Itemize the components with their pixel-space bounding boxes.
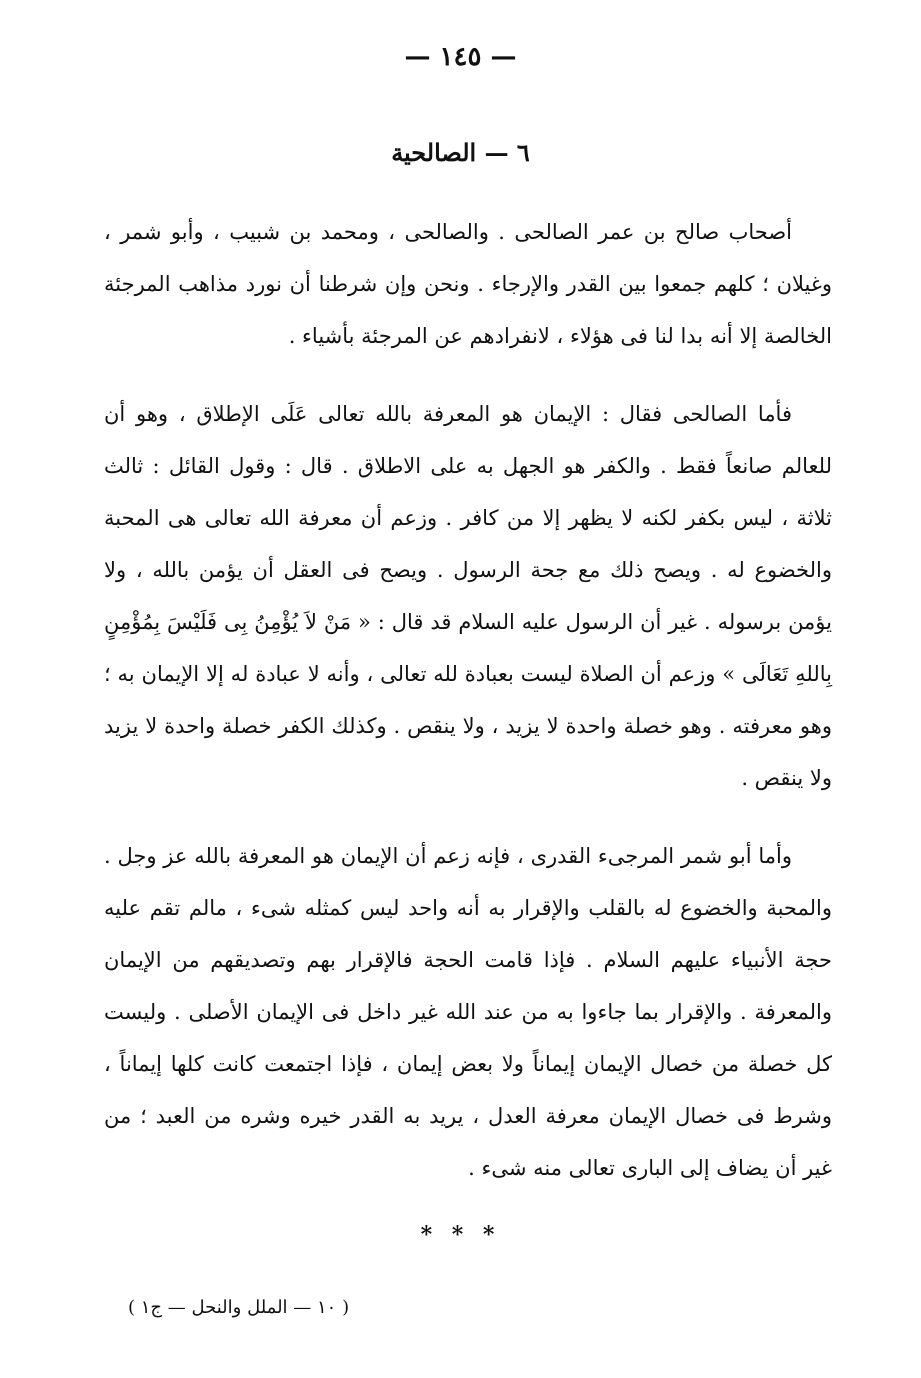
section-title: ٦ — الصالحية [391,138,530,167]
page-number: — ١٤٥ — [404,42,517,72]
section-separator: * * * [420,1222,501,1248]
footer-signature: ( ١٠ — الملل والنحل — ج١ ) [128,1297,350,1318]
body-text [104,206,832,1220]
paragraph: فأما الصالحى فقال : الإيمان هو المعرفة بالله تعالى عَلَى الإطلاق ، وهو أن للعالم صانعاً فقط . والكفر هو الجهل به على الاطلاق . قال : وقول القائل : ثالث ثلاثة ، ليس بكفر لكنه لا يظهر إلا من كافر . وزعم أن معرفة الله تعالى هى المحبة والخضوع له . ويصح ذلك مع جحة الرسول . ويصح فى العقل أن يؤمن بالله ، ولا يؤمن برسوله . غير أن الرسول عليه السلام قد قال : « مَنْ لاَ يُؤْمِنُ بِى فَلَيْسَ بِمُؤْمِنٍ بِاللهِ تَعَالَى » وزعم أن الصلاة ليست بعبادة لله تعالى ، وأنه لا عبادة له إلا الإيمان به ؛ وهو معرفته . وهو خصلة واحدة لا يزيد ، ولا ينقص . وكذلك الكفر خصلة واحدة لا يزيد ولا ينقص . [104,402,832,790]
paragraph: أصحاب صالح بن عمر الصالحى . والصالحى ، ومحمد بن شبيب ، وأبو شمر ، وغيلان ؛ كلهم جمعوا بين القدر والإرجاء . ونحن وإن شرطنا أن نورد مذاهب المرجئة الخالصة إلا أنه بدا لنا فى هؤلاء ، لانفرادهم عن المرجئة بأشياء . [104,220,832,348]
paragraph: وأما أبو شمر المرجىء القدرى ، فإنه زعم أن الإيمان هو المعرفة بالله عز وجل . والمحبة والخضوع له بالقلب والإقرار به أنه واحد ليس كمثله شىء ، مالم تقم عليه حجة الأنبياء عليهم السلام . فإذا قامت الحجة فالإقرار بهم وتصديقهم من الإيمان والمعرفة . والإقرار بما جاءوا به من عند الله غير داخل فى الإيمان الأصلى . وليست كل خصلة من خصال الإيمان إيماناً ولا بعض إيمان ، فإذا اجتمعت كانت كلها إيماناً ، وشرط فى خصال الإيمان معرفة العدل ، يريد به القدر خيره وشره من العبد ؛ من غير أن يضاف إلى البارى تعالى منه شىء . [104,844,832,1180]
